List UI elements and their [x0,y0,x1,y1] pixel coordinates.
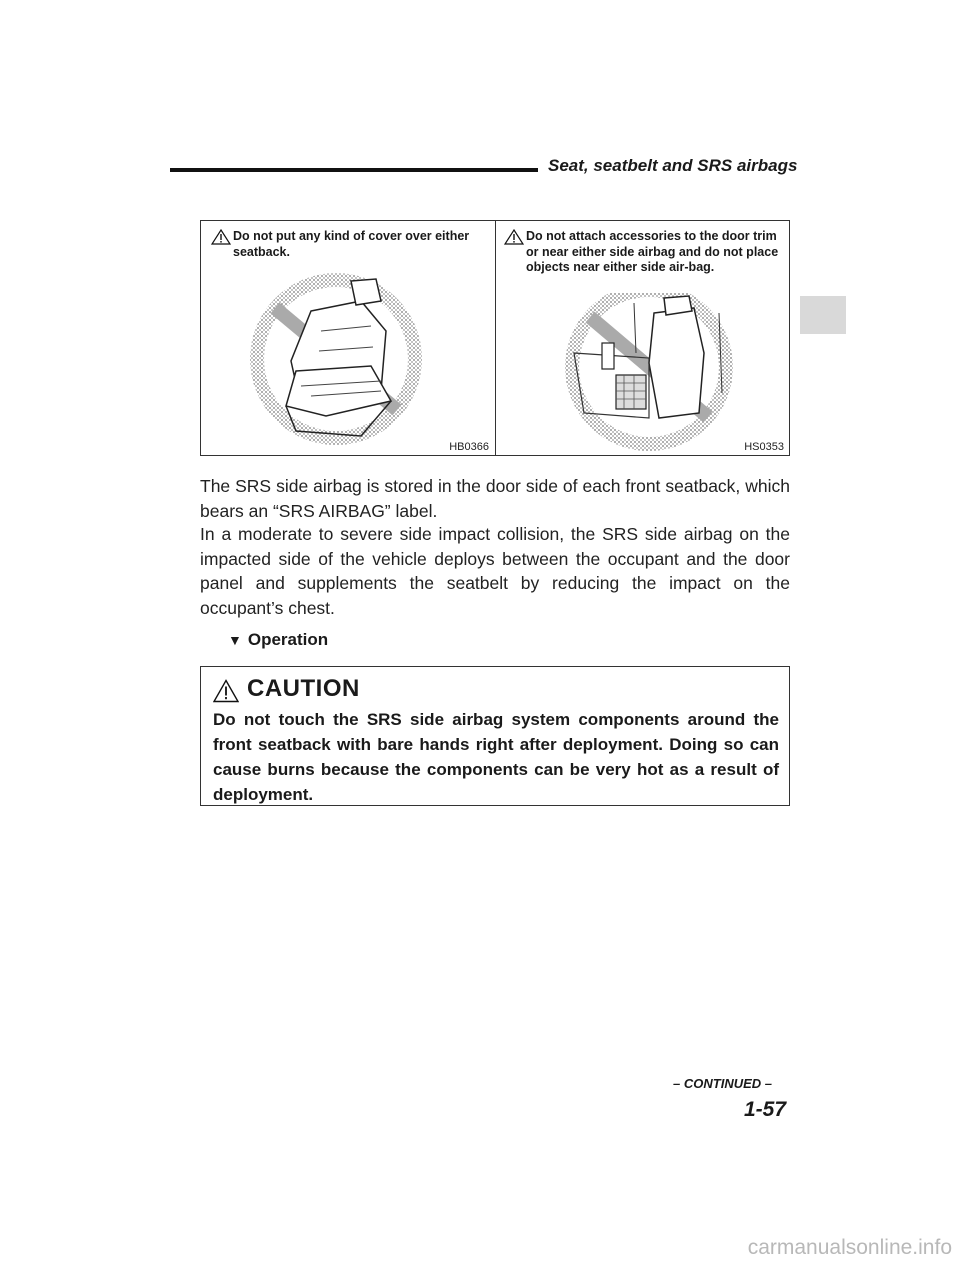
body-paragraph: The SRS side airbag is stored in the door side of each front seatback, which bears an “SRS AIRBAG” label. [200,476,790,521]
figure-code: HB0366 [449,441,489,453]
figure-code: HS0353 [744,441,784,453]
chapter-tab [800,296,846,334]
continued-label: – CONTINUED – [673,1076,772,1091]
warning-triangle-icon [213,679,239,703]
figure-panel [200,220,790,456]
caution-title: CAUTION [247,675,360,702]
figure-seat-cover [201,221,495,455]
warning-triangle-icon [504,229,524,245]
watermark: carmanualsonline.info [747,1236,952,1259]
warning-triangle-icon [211,229,231,245]
figure-warning [504,229,786,276]
page-header-title: Seat, seatbelt and SRS airbags [548,156,798,175]
seat-cover-prohibition-illustration [241,271,431,451]
figure-warning [211,229,481,260]
body-paragraph: In a moderate to severe side impact collision, the SRS side airbag on the impacted side of the vehicle deploys between the occupant and the door panel and supplements the seatbelt by reducing the impact on the occupant’s chest. [200,524,790,618]
section-heading [228,630,328,650]
page-number: 1-57 [743,1098,786,1121]
section-heading-text: Operation [247,630,329,649]
figure-warning-text: Do not put any kind of cover over either seatback. [233,229,470,259]
section-marker-icon: ▼ [228,632,242,648]
figure-door-accessories [496,221,790,455]
caution-header [213,675,360,703]
door-accessories-prohibition-illustration [554,293,744,453]
caution-box [200,666,790,806]
caution-text: Do not touch the SRS side airbag system components around the front seatback with bare hands right after deployment. Doing so can cause burns because the components can be very hot as a result of deployment. [213,710,779,804]
figure-warning-text: Do not attach accessories to the door trim or near either side airbag and do not place objects near either side air-bag. [526,229,779,274]
header-rule [170,168,538,172]
